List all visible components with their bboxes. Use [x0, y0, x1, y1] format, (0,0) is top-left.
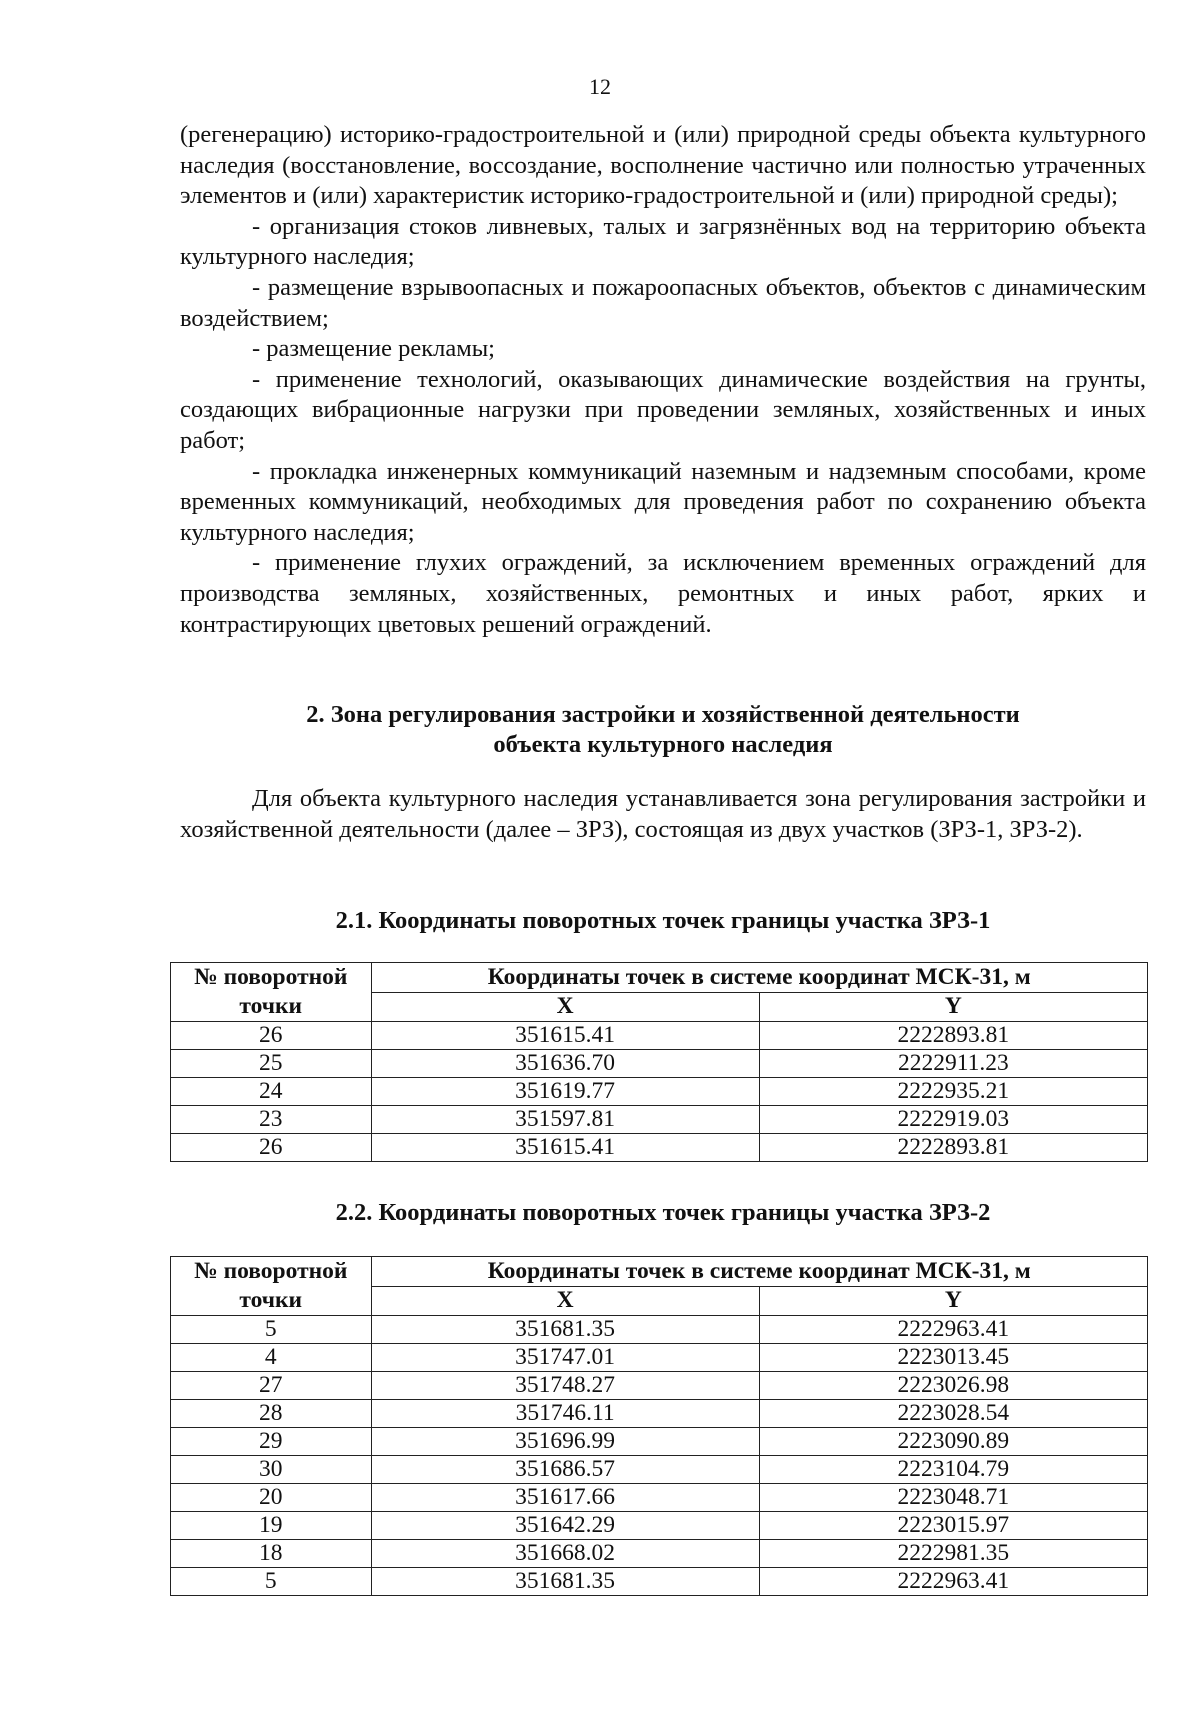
cell-point: 24 — [171, 1078, 372, 1106]
table-row — [171, 1568, 1148, 1596]
cell-point: 26 — [171, 1022, 372, 1050]
table-title-zrz2: 2.2. Координаты поворотных точек границы участка ЗРЗ-2 — [335, 1199, 991, 1226]
table-row — [171, 1512, 1148, 1540]
cell-point: 23 — [171, 1106, 372, 1134]
header-coordinates: Координаты точек в системе координат МСК-31, м — [371, 1257, 1147, 1287]
cell-point: 20 — [171, 1484, 372, 1512]
list-item: - прокладка инженерных коммуникаций наземным и надземным способами, кроме временных коммуникаций, необходимых для проведения работ по сохранению объекта культурного наследия; — [180, 457, 1146, 546]
table-row — [171, 1022, 1148, 1050]
table-row — [171, 1078, 1148, 1106]
cell-y: 2222919.03 — [759, 1106, 1147, 1134]
cell-x: 351746.11 — [371, 1400, 759, 1428]
cell-x: 351642.29 — [371, 1512, 759, 1540]
header-x: X — [371, 992, 759, 1022]
cell-x: 351615.41 — [371, 1022, 759, 1050]
cell-y: 2223048.71 — [759, 1484, 1147, 1512]
header-point-number: № поворотной точки — [171, 963, 372, 1022]
table-row — [171, 1050, 1148, 1078]
cell-y: 2223104.79 — [759, 1456, 1147, 1484]
cell-y: 2223090.89 — [759, 1428, 1147, 1456]
cell-y: 2222963.41 — [759, 1568, 1147, 1596]
cell-x: 351668.02 — [371, 1540, 759, 1568]
cell-y: 2223026.98 — [759, 1372, 1147, 1400]
section-intro: Для объекта культурного наследия устанавливается зона регулирования застройки и хозяйственной деятельности (далее – ЗРЗ), состоящая из двух участков (ЗРЗ-1, ЗРЗ-2). — [180, 785, 1146, 843]
header-point-number: № поворотной точки — [171, 1257, 372, 1316]
cell-x: 351686.57 — [371, 1456, 759, 1484]
table-row — [171, 1540, 1148, 1568]
section-heading-line-2: объекта культурного наследия — [493, 731, 833, 758]
cell-y: 2222911.23 — [759, 1050, 1147, 1078]
list-item: - размещение рекламы; — [252, 335, 495, 363]
table-row — [171, 1372, 1148, 1400]
cell-point: 29 — [171, 1428, 372, 1456]
cell-point: 19 — [171, 1512, 372, 1540]
table-row — [171, 1428, 1148, 1456]
header-y: Y — [759, 992, 1147, 1022]
table-row — [171, 1134, 1148, 1162]
list-item: - применение технологий, оказывающих динамические воздействия на грунты, создающих вибрационные нагрузки при проведении земляных, хозяйственных и иных работ; — [180, 365, 1146, 454]
cell-point: 27 — [171, 1372, 372, 1400]
table-row — [171, 1456, 1148, 1484]
table-row — [171, 1106, 1148, 1134]
cell-y: 2223015.97 — [759, 1512, 1147, 1540]
cell-x: 351617.66 — [371, 1484, 759, 1512]
cell-x: 351696.99 — [371, 1428, 759, 1456]
cell-y: 2222893.81 — [759, 1022, 1147, 1050]
cell-point: 25 — [171, 1050, 372, 1078]
table-row — [171, 1400, 1148, 1428]
cell-point: 18 — [171, 1540, 372, 1568]
cell-y: 2222935.21 — [759, 1078, 1147, 1106]
cell-y: 2223028.54 — [759, 1400, 1147, 1428]
cell-x: 351748.27 — [371, 1372, 759, 1400]
cell-point: 26 — [171, 1134, 372, 1162]
cell-x: 351615.41 — [371, 1134, 759, 1162]
cell-x: 351597.81 — [371, 1106, 759, 1134]
header-coordinates: Координаты точек в системе координат МСК-31, м — [371, 963, 1147, 993]
table-title-zrz1: 2.1. Координаты поворотных точек границы участка ЗРЗ-1 — [335, 907, 991, 934]
cell-x: 351681.35 — [371, 1568, 759, 1596]
list-item: - применение глухих ограждений, за исключением временных ограждений для производства земляных, хозяйственных, ремонтных и иных работ, ярких и контрастирующих цветовых решений ограждений. — [180, 549, 1146, 638]
table-row — [171, 1316, 1148, 1344]
section-heading-line-1: 2. Зона регулирования застройки и хозяйственной деятельности — [306, 701, 1020, 728]
coords-table-zrz2 — [170, 1256, 1148, 1596]
cell-point: 4 — [171, 1344, 372, 1372]
cell-x: 351636.70 — [371, 1050, 759, 1078]
list-item: - организация стоков ливневых, талых и загрязнённых вод на территорию объекта культурного наследия; — [180, 212, 1146, 271]
header-x: X — [371, 1286, 759, 1316]
page-number: 12 — [589, 74, 611, 99]
cell-point: 28 — [171, 1400, 372, 1428]
cell-y: 2223013.45 — [759, 1344, 1147, 1372]
cell-y: 2222893.81 — [759, 1134, 1147, 1162]
cell-x: 351681.35 — [371, 1316, 759, 1344]
cell-y: 2222981.35 — [759, 1540, 1147, 1568]
list-item: - размещение взрывоопасных и пожароопасных объектов, объектов с динамическим воздействием; — [180, 273, 1146, 332]
cell-x: 351619.77 — [371, 1078, 759, 1106]
cell-point: 5 — [171, 1568, 372, 1596]
cell-point: 30 — [171, 1456, 372, 1484]
cell-x: 351747.01 — [371, 1344, 759, 1372]
coords-table-zrz1 — [170, 962, 1148, 1162]
restrictions-list — [180, 120, 1146, 640]
table-row — [171, 1484, 1148, 1512]
cell-y: 2222963.41 — [759, 1316, 1147, 1344]
cell-point: 5 — [171, 1316, 372, 1344]
table-row — [171, 1344, 1148, 1372]
header-y: Y — [759, 1286, 1147, 1316]
paragraph: (регенерацию) историко-градостроительной и (или) природной среды объекта культурного наследия (восстановление, воссоздание, восполнение частично или полностью утраченных элементов и (или) характеристик историко-градостроительной и (или) природной среды); — [180, 121, 1146, 210]
section-heading — [180, 700, 1146, 760]
